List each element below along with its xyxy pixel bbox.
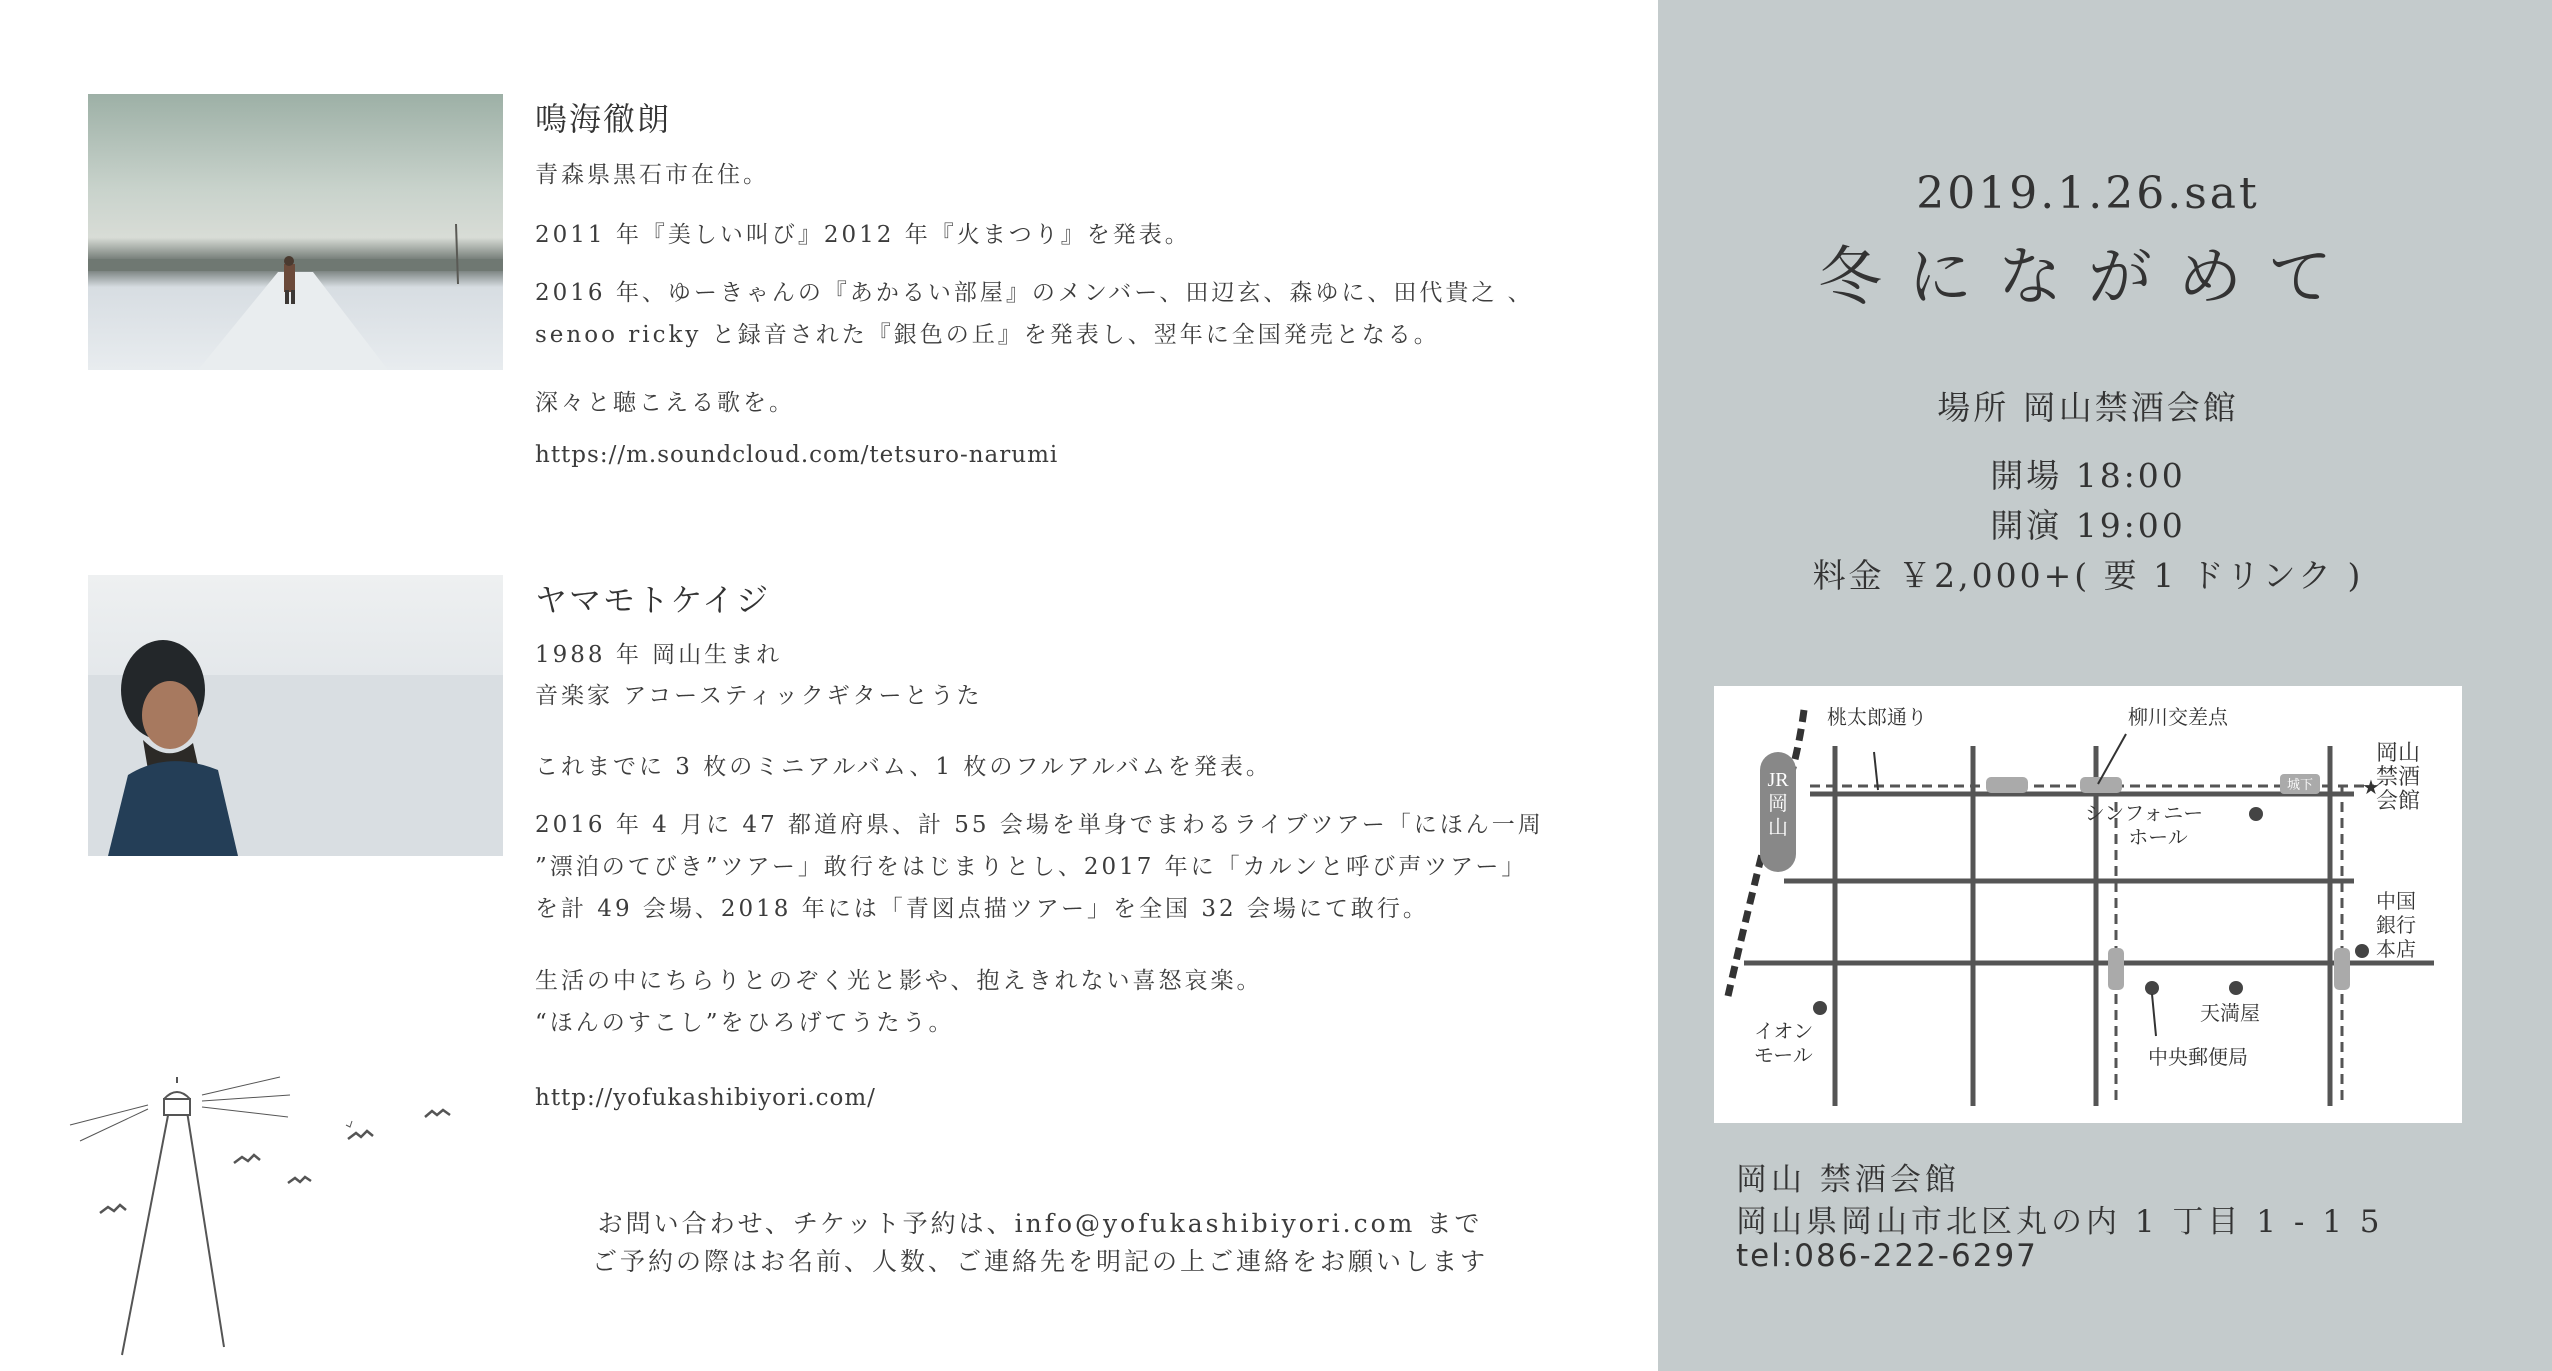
- aeon-marker: [1813, 1001, 1827, 1015]
- jr-label: 山: [1768, 817, 1788, 839]
- bank-label: 中国: [2376, 891, 2416, 913]
- artist2-url[interactable]: http://yofukashibiyori.com/: [535, 1085, 876, 1111]
- venue-star-icon: ★: [2362, 775, 2380, 799]
- artist2-line: 1988 年 岡山生まれ: [535, 642, 783, 668]
- symphony-label: シンフォニー: [2084, 803, 2204, 825]
- contact-line: お問い合わせ、チケット予約は、info@yofukashibiyori.com まで: [597, 1209, 1483, 1238]
- artist2-name: ヤマモトケイジ: [535, 581, 771, 619]
- bank-label: 本店: [2376, 939, 2416, 961]
- event-start: 開演 19:00: [1990, 506, 2186, 545]
- venue-label: 岡山: [2376, 740, 2421, 765]
- tenmaya-label: 天満屋: [2200, 1003, 2260, 1025]
- post-office-marker: [2145, 981, 2159, 995]
- address-name: 岡山 禁酒会館: [1736, 1162, 1960, 1198]
- artist2-line: これまでに 3 枚のミニアルバム、1 枚のフルアルバムを発表。: [535, 754, 1272, 780]
- event-date: 2019.1.26.sat: [1916, 168, 2260, 219]
- venue-map: [1714, 686, 2462, 1123]
- artist2-line: 2016 年 4 月に 47 都道府県、計 55 会場を単身でまわるライブツアー「にほん一周: [535, 812, 1544, 838]
- shiroshita-label: 城下: [2286, 777, 2314, 792]
- aeon-label: イオン: [1754, 1021, 1814, 1043]
- tram-stop: [2334, 948, 2350, 990]
- post-office-label: 中央郵便局: [2148, 1047, 2248, 1069]
- bank-marker: [2355, 944, 2369, 958]
- artist1-url[interactable]: https://m.soundcloud.com/tetsuro-narumi: [535, 442, 1059, 468]
- venue-label: 禁酒: [2376, 764, 2421, 789]
- artist1-photo: [88, 94, 503, 370]
- artist1-line: senoo ricky と録音された『銀色の丘』を発表し、翌年に全国発売となる。: [535, 322, 1440, 348]
- aeon-label: モール: [1754, 1045, 1813, 1067]
- symphony-marker: [2249, 807, 2263, 821]
- address-tel[interactable]: tel:086-222-6297: [1736, 1238, 2038, 1274]
- event-price: 料金 ￥2,000+( 要 1 ドリンク ): [1812, 556, 2364, 595]
- symphony-label: ホール: [2128, 827, 2188, 849]
- artist2-line: 生活の中にちらりとのぞく光と影や、抱えきれない喜怒哀楽。: [535, 968, 1263, 994]
- artist1-line: 深々と聴こえる歌を。: [535, 390, 795, 416]
- artist2-line: “ほんのすこし”をひろげてうたう。: [535, 1010, 955, 1036]
- artist1-name: 鳴海徹朗: [535, 100, 672, 138]
- event-venue: 場所 岡山禁酒会館: [1937, 388, 2239, 427]
- contact-line: ご予約の際はお名前、人数、ご連絡先を明記の上ご連絡をお願いします: [591, 1247, 1488, 1276]
- artist2-photo: [88, 575, 503, 856]
- lighthouse-illustration: [60, 1065, 480, 1365]
- tram-stop: [2108, 948, 2124, 990]
- jr-label: 岡: [1768, 793, 1788, 815]
- map-roads: [1744, 746, 2434, 1106]
- momotaro-label: 桃太郎通り: [1827, 707, 1927, 729]
- artist1-line: 2011 年『美しい叫び』2012 年『火まつり』を発表。: [535, 222, 1191, 248]
- tram-lines: [1810, 786, 2374, 1106]
- tram-stop: [1986, 777, 2028, 793]
- yanagawa-label: 柳川交差点: [2128, 707, 2228, 729]
- artist2-line: 音楽家 アコースティックギターとうた: [535, 683, 983, 709]
- artist1-line: 青森県黒石市在住。: [535, 162, 769, 188]
- event-open: 開場 18:00: [1990, 456, 2186, 495]
- jr-label: JR: [1767, 769, 1789, 791]
- artist1-line: 2016 年、ゆーきゃんの『あかるい部屋』のメンバー、田辺玄、森ゆに、田代貴之 、: [535, 280, 1534, 306]
- bank-label: 銀行: [2376, 915, 2416, 937]
- artist2-line: を計 49 会場、2018 年には「青図点描ツアー」を全国 32 会場にて敢行。: [535, 896, 1429, 922]
- event-title: 冬にながめて: [1818, 241, 2358, 315]
- venue-label: 会館: [2376, 788, 2421, 813]
- artist2-line: ”漂泊のてびき”ツアー」敢行をはじまりとし、2017 年に「カルンと呼び声ツアー」: [535, 854, 1528, 880]
- tenmaya-marker: [2229, 981, 2243, 995]
- address-street: 岡山県岡山市北区丸の内 1 丁目 1 - 1 5: [1736, 1204, 2384, 1240]
